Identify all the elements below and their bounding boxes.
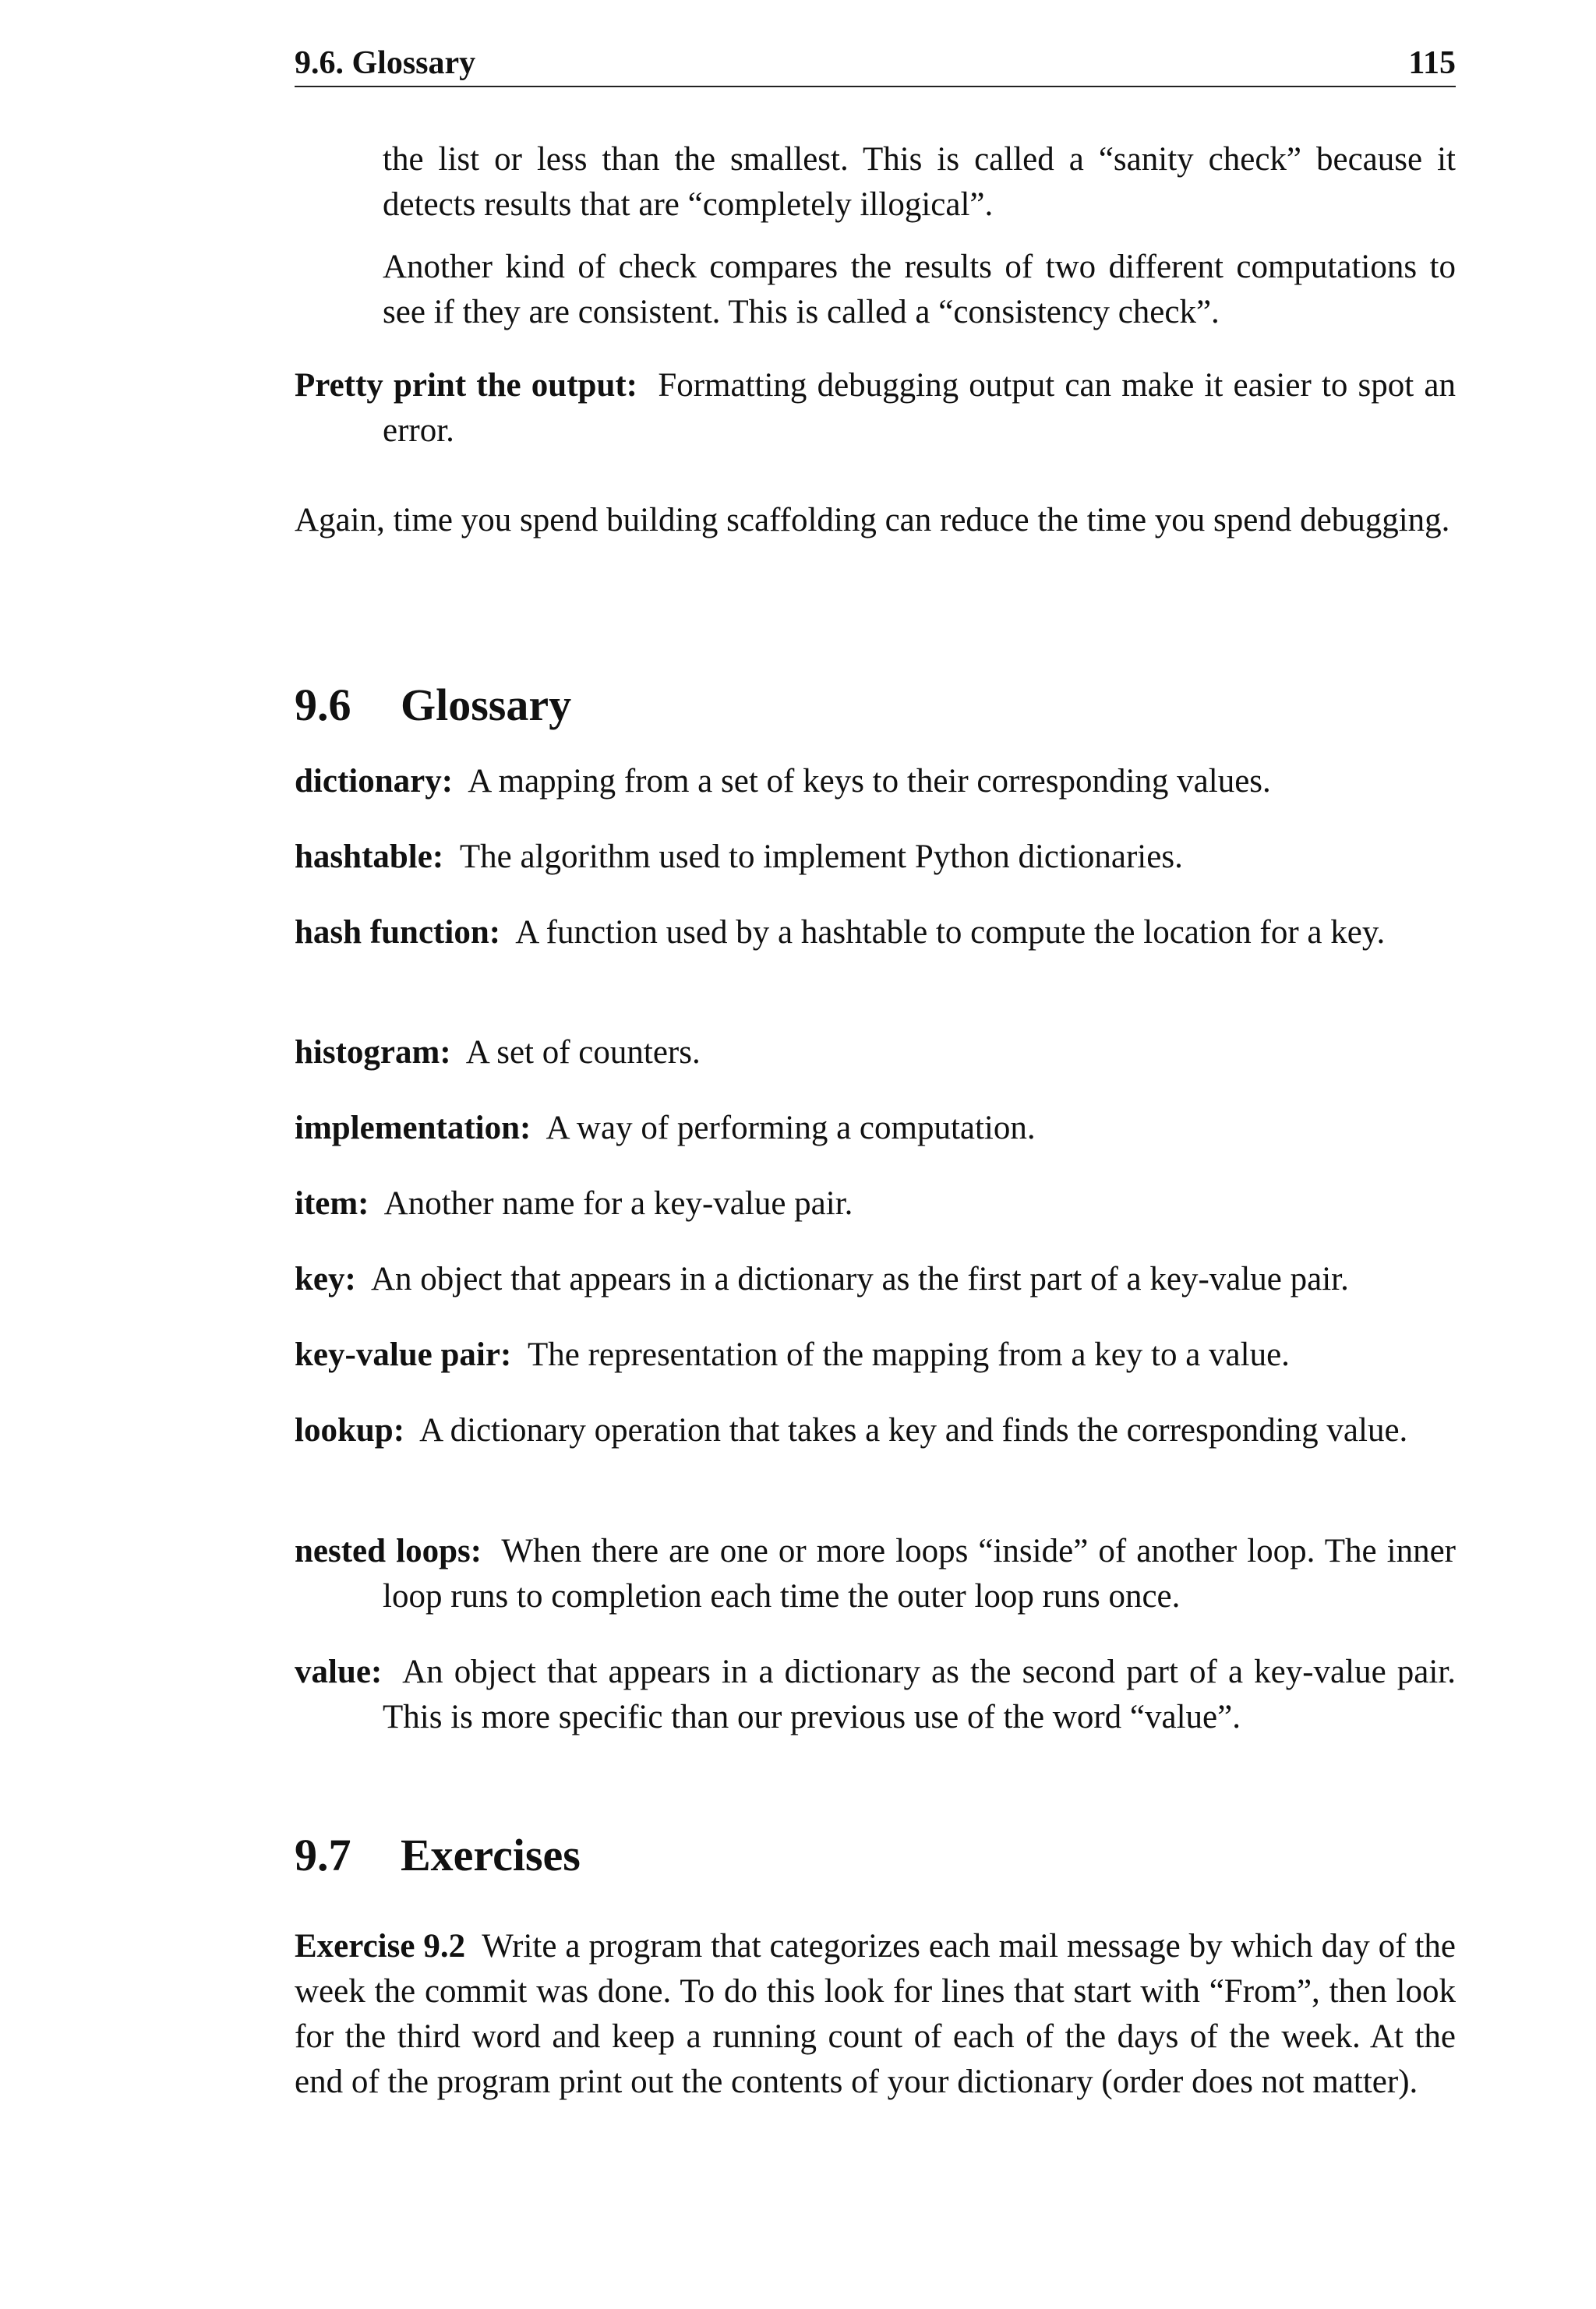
glossary-definition: When there are one or more loops “inside” of another loop. The inner loop runs to completion each time the outer loop runs once. (383, 1533, 1456, 1615)
glossary-entry (295, 1257, 1456, 1302)
exercises-heading-number: 9.7 (295, 1830, 351, 1880)
glossary-entry (295, 1650, 1456, 1740)
glossary-entry (295, 1181, 1456, 1227)
glossary-term: value: (295, 1654, 383, 1690)
sanity-check-paragraph: the list or less than the smallest. This is called a “sanity check” because it detects results that are “completely illogical”. (383, 141, 1456, 223)
glossary-definition: A way of performing a computation. (546, 1110, 1036, 1146)
glossary-heading-title: Glossary (401, 680, 572, 730)
glossary-definition: A mapping from a set of keys to their corresponding values. (468, 763, 1271, 800)
page-number: 115 (1408, 45, 1456, 81)
glossary-entry (295, 1106, 1456, 1151)
glossary-term: key-value pair: (295, 1336, 512, 1373)
consistency-check-paragraph: Another kind of check compares the results of two different computations to see if they are consistent. This is called a “consistency check”. (383, 249, 1456, 330)
glossary-definition: Another name for a key-value pair. (383, 1185, 853, 1222)
glossary-term: implementation: (295, 1110, 531, 1146)
pretty-print-item (295, 363, 1456, 454)
glossary-heading-number: 9.6 (295, 680, 351, 730)
pretty-print-text: Formatting debugging output can make it easier to spot an error. (383, 367, 1456, 449)
glossary-term: histogram: (295, 1034, 451, 1071)
glossary-definition: An object that appears in a dictionary as the first part of a key-value pair. (370, 1261, 1349, 1297)
glossary-term: item: (295, 1185, 369, 1222)
glossary-term: key: (295, 1261, 356, 1297)
exercises-heading-title: Exercises (401, 1830, 581, 1880)
glossary-definition: The algorithm used to implement Python dictionaries. (459, 839, 1183, 875)
running-head (295, 41, 1456, 87)
exercise-label: Exercise 9.2 (295, 1928, 466, 1965)
pretty-print-term: Pretty print the output: (295, 367, 637, 404)
glossary-definition: An object that appears in a dictionary as the second part of a key-value pair. This is more specific than our previous use of the word “value”. (383, 1654, 1456, 1735)
scaffolding-paragraph: Again, time you spend building scaffolding can reduce the time you spend debugging. (295, 502, 1450, 538)
exercise-text: Write a program that categorizes each mail message by which day of the week the commit was done. To do this look for lines that start with “From”, then look for the third word and keep a running count of each of the days of the week. At the end of the program print out the contents of your dictionary (order does not matter). (295, 1928, 1456, 2100)
glossary-term: hash function: (295, 914, 501, 951)
running-head-section: 9.6. Glossary (295, 45, 476, 81)
glossary-term: hashtable: (295, 839, 444, 875)
glossary-heading (295, 678, 571, 733)
glossary-entry (295, 1030, 1456, 1075)
exercises-heading (295, 1828, 581, 1883)
glossary-term: lookup: (295, 1412, 405, 1449)
glossary-entry (295, 1408, 1456, 1453)
glossary-entry (295, 759, 1456, 804)
glossary-term: nested loops: (295, 1533, 482, 1569)
glossary-definition: A dictionary operation that takes a key and finds the corresponding value. (419, 1412, 1408, 1449)
glossary-term: dictionary: (295, 763, 454, 800)
glossary-definition: A set of counters. (465, 1034, 701, 1071)
glossary-entry (295, 1529, 1456, 1619)
glossary-entry (295, 835, 1456, 880)
glossary-entry (295, 910, 1456, 955)
glossary-definition: A function used by a hashtable to compute the location for a key. (515, 914, 1386, 951)
glossary-definition: The representation of the mapping from a key to a value. (528, 1336, 1290, 1373)
exercise-9-2 (295, 1924, 1456, 2105)
glossary-entry (295, 1333, 1456, 1378)
